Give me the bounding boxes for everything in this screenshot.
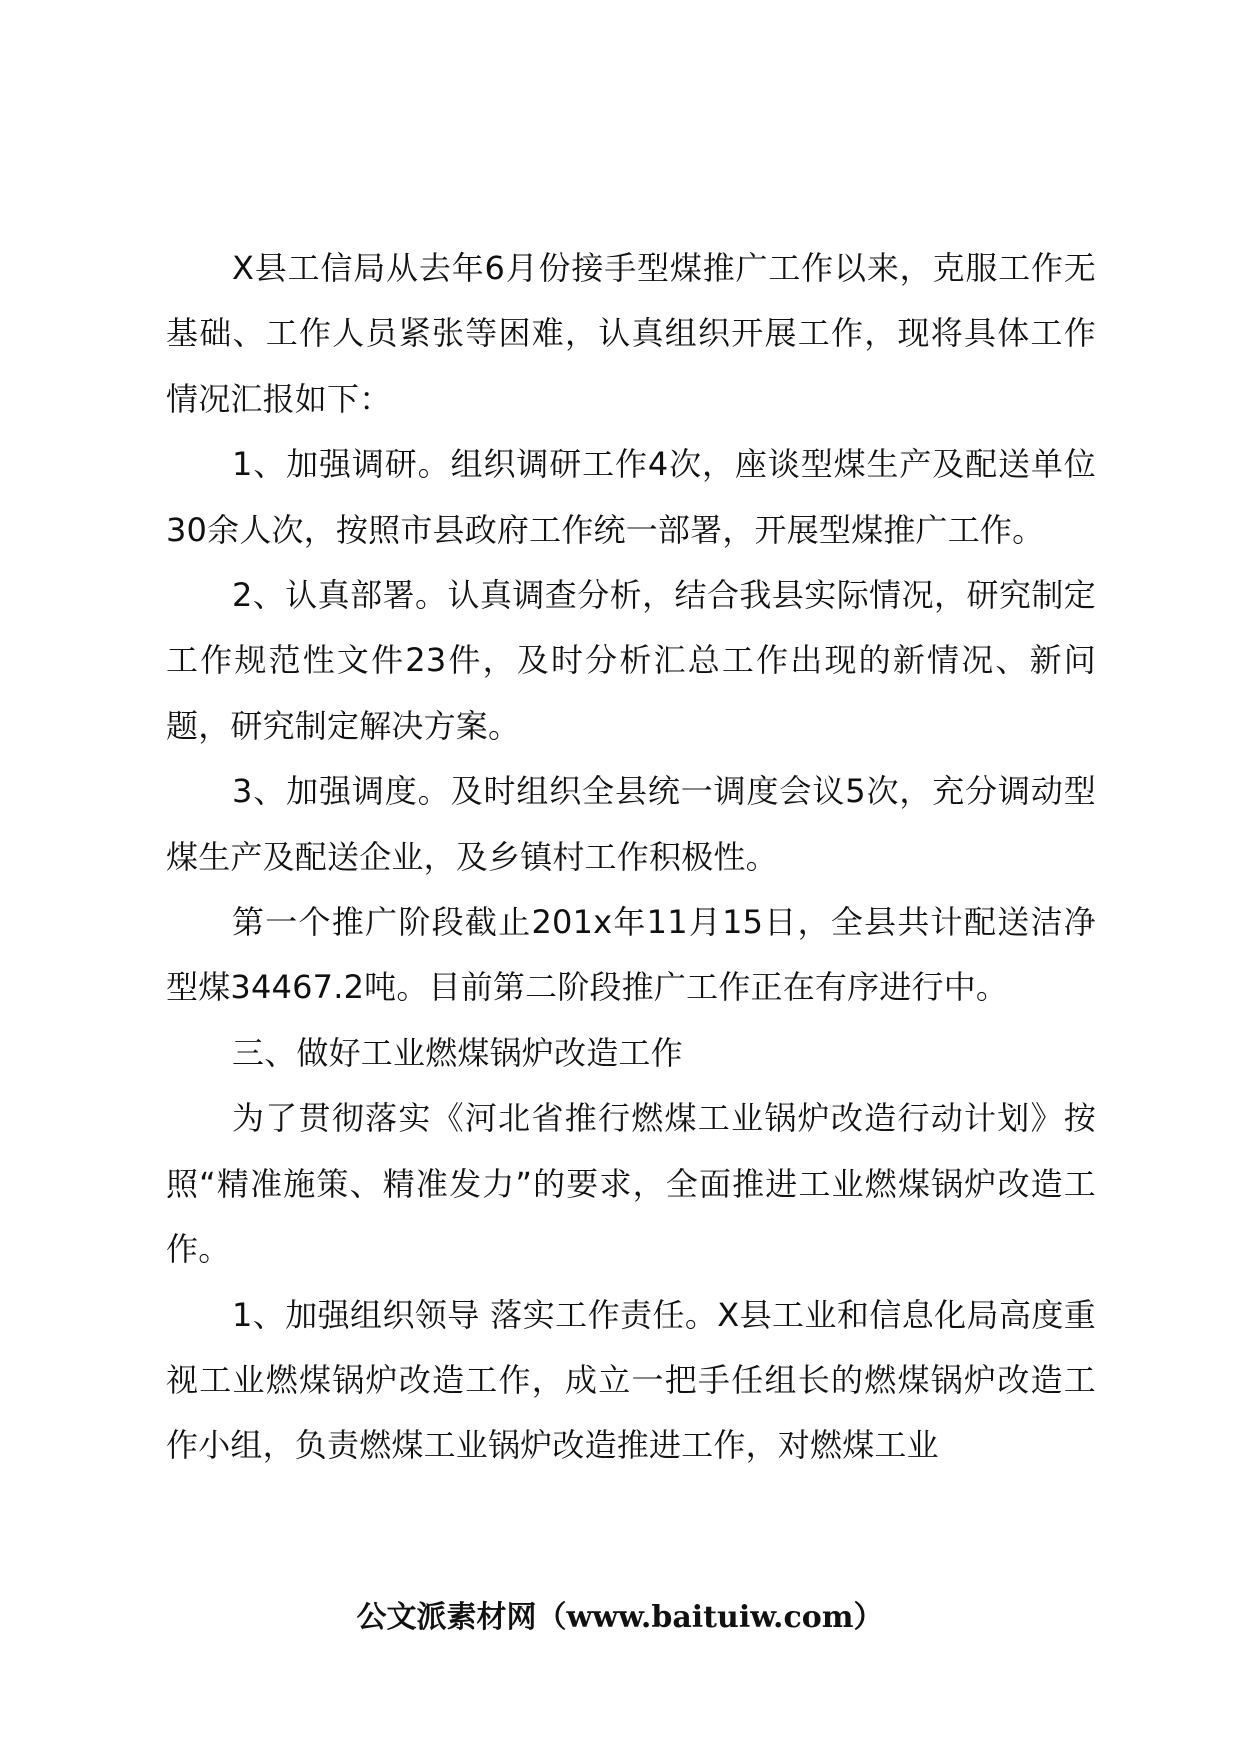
paragraph-item-leadership: 1、加强组织领导 落实工作责任。X县工业和信息化局高度重视工业燃煤锅炉改造工作，成立一把手任组长的燃煤锅炉改造工作小组，负责燃煤工业锅炉改造推进工作，对燃煤工业 (166, 1295, 1096, 1465)
section-heading-boiler: 三、做好工业燃煤锅炉改造工作 (232, 1033, 683, 1072)
paragraph-stage-summary: 第一个推广阶段截止201x年11月15日，全县共计配送洁净型煤34467.2吨。目前第二阶段推广工作正在有序进行中。 (166, 903, 1096, 1007)
paragraph-item-dispatch: 3、加强调度。及时组织全县统一调度会议5次，充分调动型煤生产及配送企业，及乡镇村工作积极性。 (166, 772, 1096, 876)
paragraph-intro: X县工信局从去年6月份接手型煤推广工作以来，克服工作无基础、工作人员紧张等困难，认真组织开展工作，现将具体工作情况汇报如下： (166, 249, 1096, 418)
paragraph-item-research: 1、加强调研。组织调研工作4次，座谈型煤生产及配送单位30余人次，按照市县政府工作统一部署，开展型煤推广工作。 (166, 445, 1096, 549)
paragraph-boiler-intro: 为了贯彻落实《河北省推行燃煤工业锅炉改造行动计划》按照“精准施策、精准发力”的要求，全面推进工业燃煤锅炉改造工作。 (166, 1099, 1096, 1269)
document-body (166, 236, 1096, 1479)
paragraph-item-deploy: 2、认真部署。认真调查分析，结合我县实际情况，研究制定工作规范性文件23件，及时分析汇总工作出现的新情况、新问题，研究制定解决方案。 (166, 576, 1096, 745)
footer-watermark: 公文派素材网（www.baituiw.com） (356, 1600, 884, 1635)
